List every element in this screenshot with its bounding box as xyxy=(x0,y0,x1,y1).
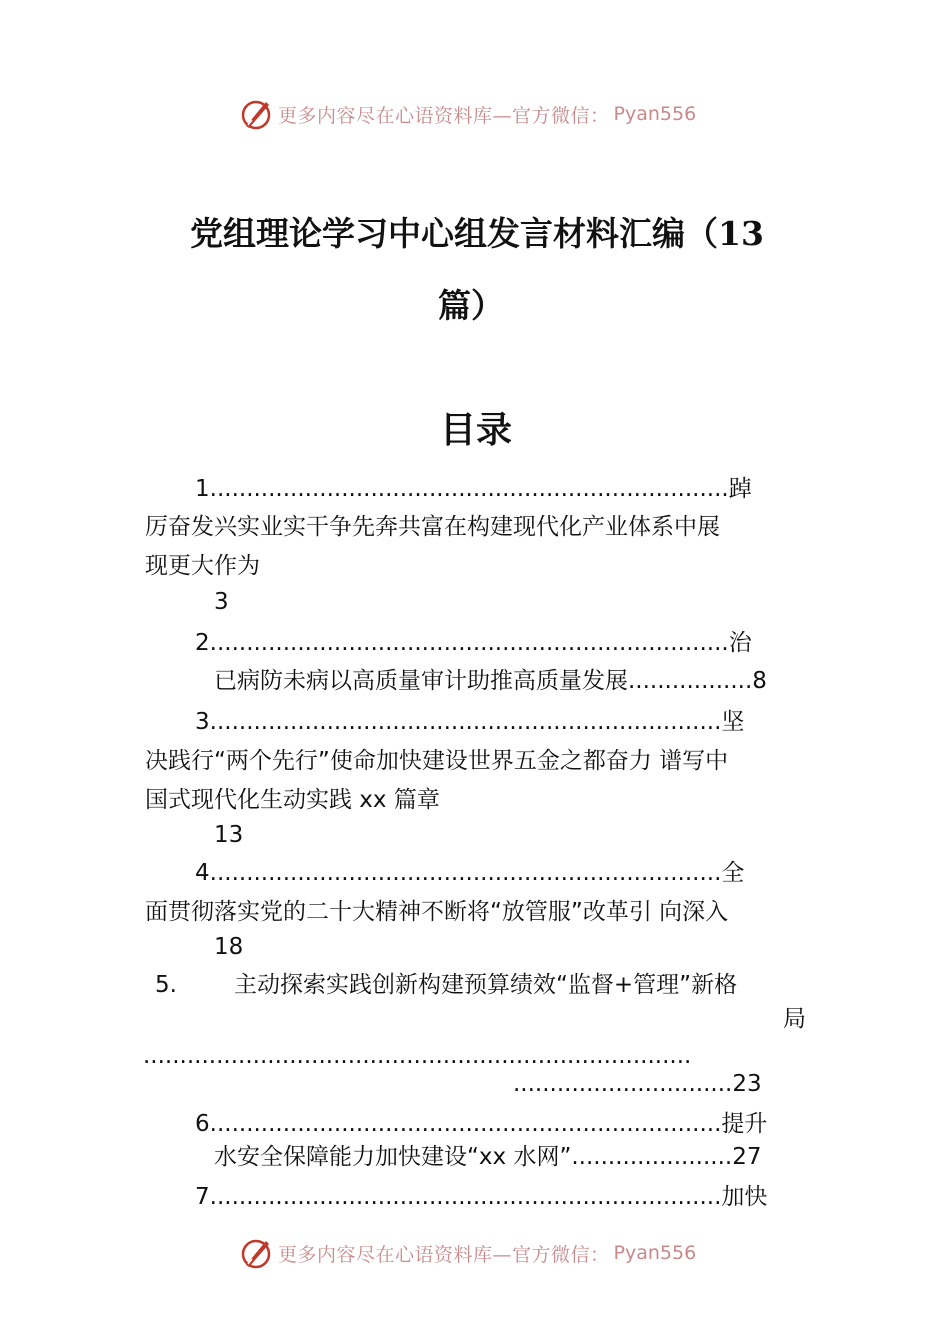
document-title-line-2: 篇） xyxy=(438,286,504,325)
toc-entry-6-title: 水安全保障能力加快建设“xx 水网”......................27 xyxy=(214,1144,762,1170)
toc-entry-1-title-a: 厉奋发兴实业实干争先奔共富在构建现代化产业体系中展 xyxy=(145,514,720,540)
toc-entry-3-title-a: 决践行“两个先行”使命加快建设世界五金之都奋力 谱写中 xyxy=(145,748,729,774)
watermark-handle: Pyan556 xyxy=(613,103,697,125)
toc-entry-6-leader[interactable]: 6......................................................................提升 xyxy=(195,1111,768,1137)
quill-logo-icon xyxy=(238,96,274,132)
toc-entry-5-leader-b: ..............................23 xyxy=(513,1071,762,1097)
toc-entry-5-title-a: 主动探索实践创新构建预算绩效“监督+管理”新格 xyxy=(234,972,738,998)
watermark-handle: Pyan556 xyxy=(613,1242,697,1264)
toc-heading: 目录 xyxy=(440,409,513,451)
toc-entry-4-title: 面贯彻落实党的二十大精神不断将“放管服”改革引 向深入 xyxy=(145,899,729,925)
toc-entry-7-leader[interactable]: 7......................................................................加快 xyxy=(195,1184,768,1210)
toc-entry-3-leader[interactable]: 3......................................................................坚 xyxy=(195,709,745,735)
quill-logo-icon xyxy=(238,1235,274,1271)
toc-entry-5-leader-a: ........................................................................... xyxy=(143,1043,692,1069)
toc-entry-5-title-b: 局 xyxy=(783,1006,806,1032)
watermark-text: 更多内容尽在心语资料库—官方微信： xyxy=(278,104,610,127)
watermark-header xyxy=(238,96,696,132)
toc-entry-1-title-b: 现更大作为 xyxy=(145,553,260,579)
watermark-footer xyxy=(238,1235,696,1271)
toc-entry-5-number[interactable]: 5. xyxy=(155,972,177,998)
toc-entry-3-title-b: 国式现代化生动实践 xx 篇章 xyxy=(145,787,440,813)
toc-entry-3-page: 13 xyxy=(214,822,244,848)
toc-entry-4-leader[interactable]: 4......................................................................全 xyxy=(195,860,745,886)
toc-entry-1-page: 3 xyxy=(214,589,229,615)
toc-entry-2-leader[interactable]: 2.......................................................................治 xyxy=(195,630,752,656)
document-title-line-1: 党组理论学习中心组发言材料汇编（13 xyxy=(190,214,764,253)
watermark-text: 更多内容尽在心语资料库—官方微信： xyxy=(278,1243,610,1266)
toc-entry-4-page: 18 xyxy=(214,934,244,960)
toc-entry-2-title: 已病防未病以高质量审计助推高质量发展.................8 xyxy=(214,668,767,694)
toc-entry-1-leader[interactable]: 1.......................................................................踔 xyxy=(195,476,752,502)
